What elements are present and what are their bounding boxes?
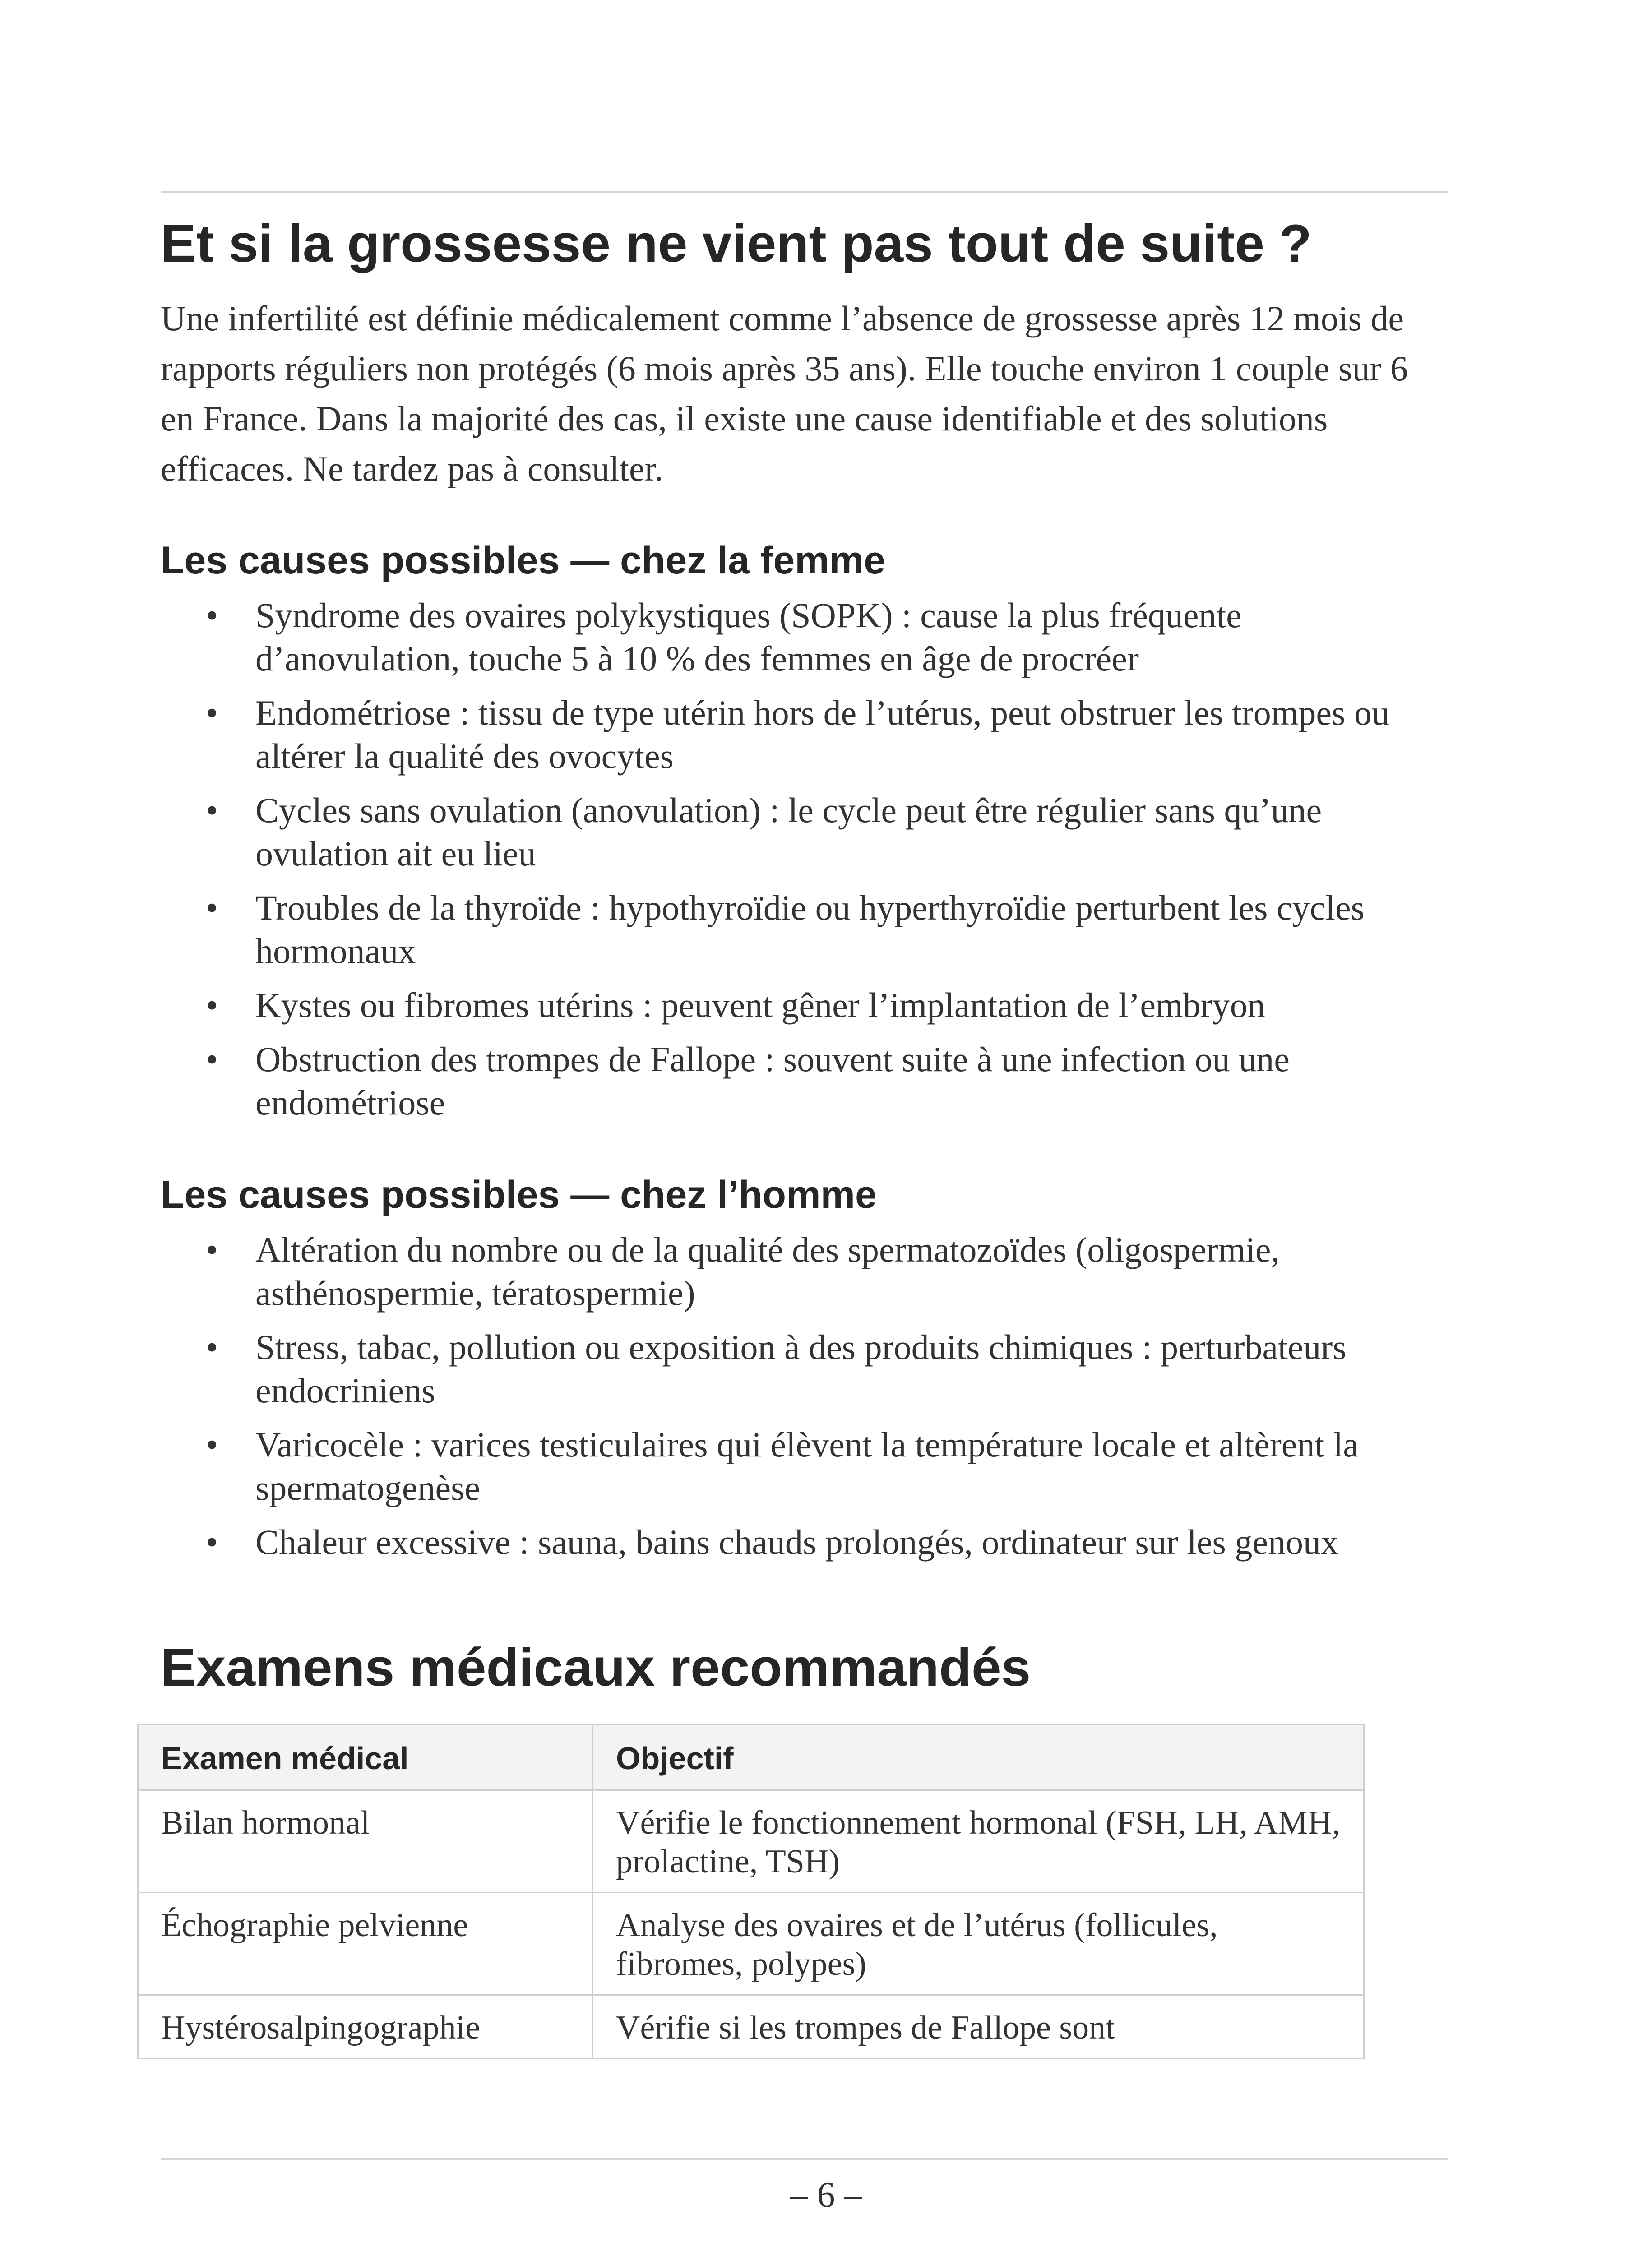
list-item: [161, 1228, 1448, 1315]
list-item: [161, 1326, 1448, 1412]
bullet-icon: •: [206, 1040, 218, 1079]
section-title: Et si la grossesse ne vient pas tout de suite ?: [161, 214, 1312, 273]
list-item-text: Obstruction des trompes de Fallope : souvent suite à une infection ou une endométriose: [255, 1040, 1290, 1122]
men-causes-heading: Les causes possibles — chez l’homme: [161, 1173, 877, 1216]
list-item: [161, 594, 1448, 680]
list-item-text: Syndrome des ovaires polykystiques (SOPK) : cause la plus fréquente d’anovulation, touche 5 à 10 % des femmes en âge de procréer: [255, 596, 1242, 678]
table-cell-exam: Hystérosalpingographie: [138, 1995, 593, 2059]
list-item-text: Altération du nombre ou de la qualité des spermatozoïdes (oligospermie, asthénospermie, tératospermie): [255, 1230, 1280, 1313]
bullet-icon: •: [206, 1230, 218, 1269]
table-cell-objective: Analyse des ovaires et de l’utérus (follicules, fibromes, polypes): [593, 1893, 1364, 1995]
list-item: [161, 886, 1448, 973]
men-causes-list: [161, 1228, 1448, 1564]
list-item-text: Varicocèle : varices testiculaires qui élèvent la température locale et altèrent la spermatogenèse: [255, 1425, 1359, 1507]
page-number: – 6 –: [790, 2175, 862, 2215]
top-divider: [161, 191, 1448, 193]
table-cell-exam: Bilan hormonal: [138, 1790, 593, 1893]
table-row: [138, 1893, 1364, 1995]
bullet-icon: •: [206, 596, 218, 635]
bullet-icon: •: [206, 1522, 218, 1562]
table-row: [138, 1995, 1364, 2059]
bullet-icon: •: [206, 1425, 218, 1464]
bullet-icon: •: [206, 985, 218, 1025]
list-item-text: Kystes ou fibromes utérins : peuvent gêner l’implantation de l’embryon: [255, 985, 1265, 1025]
exams-table: [137, 1724, 1365, 2059]
list-item: [161, 1521, 1448, 1564]
list-item: [161, 691, 1448, 778]
bullet-icon: •: [206, 888, 218, 927]
list-item: [161, 984, 1448, 1027]
intro-paragraph: Une infertilité est définie médicalement comme l’absence de grossesse après 12 mois de rapports réguliers non protégés (6 mois après 35 ans). Elle touche environ 1 couple sur 6 en France. Dans la majorité des cas, il existe une cause identifiable et des solutions efficaces. Ne tardez pas à consulter.: [161, 299, 1408, 488]
table-cell-objective: Vérifie si les trompes de Fallope sont: [593, 1995, 1364, 2059]
table-header-exam: Examen médical: [138, 1725, 593, 1790]
table-cell-exam: Échographie pelvienne: [138, 1893, 593, 1995]
list-item-text: Cycles sans ovulation (anovulation) : le cycle peut être régulier sans qu’une ovulation ait eu lieu: [255, 791, 1322, 873]
women-causes-heading: Les causes possibles — chez la femme: [161, 539, 886, 582]
list-item: [161, 1038, 1448, 1124]
bullet-icon: •: [206, 1327, 218, 1367]
list-item: [161, 1423, 1448, 1510]
list-item-text: Troubles de la thyroïde : hypothyroïdie ou hyperthyroïdie perturbent les cycles hormonaux: [255, 888, 1365, 971]
table-header-objective: Objectif: [593, 1725, 1364, 1790]
list-item-text: Stress, tabac, pollution ou exposition à des produits chimiques : perturbateurs endocriniens: [255, 1327, 1347, 1410]
bullet-icon: •: [206, 693, 218, 732]
exams-title: Examens médicaux recommandés: [161, 1638, 1031, 1697]
bullet-icon: •: [206, 791, 218, 830]
list-item: [161, 789, 1448, 875]
women-causes-list: [161, 594, 1448, 1124]
table-header-row: [138, 1725, 1364, 1790]
list-item-text: Chaleur excessive : sauna, bains chauds prolongés, ordinateur sur les genoux: [255, 1522, 1339, 1562]
table-cell-objective: Vérifie le fonctionnement hormonal (FSH, LH, AMH, prolactine, TSH): [593, 1790, 1364, 1893]
list-item-text: Endométriose : tissu de type utérin hors de l’utérus, peut obstruer les trompes ou altérer la qualité des ovocytes: [255, 693, 1389, 776]
page-content: [161, 212, 1448, 2059]
table-row: [138, 1790, 1364, 1893]
bottom-divider: [161, 2158, 1448, 2160]
